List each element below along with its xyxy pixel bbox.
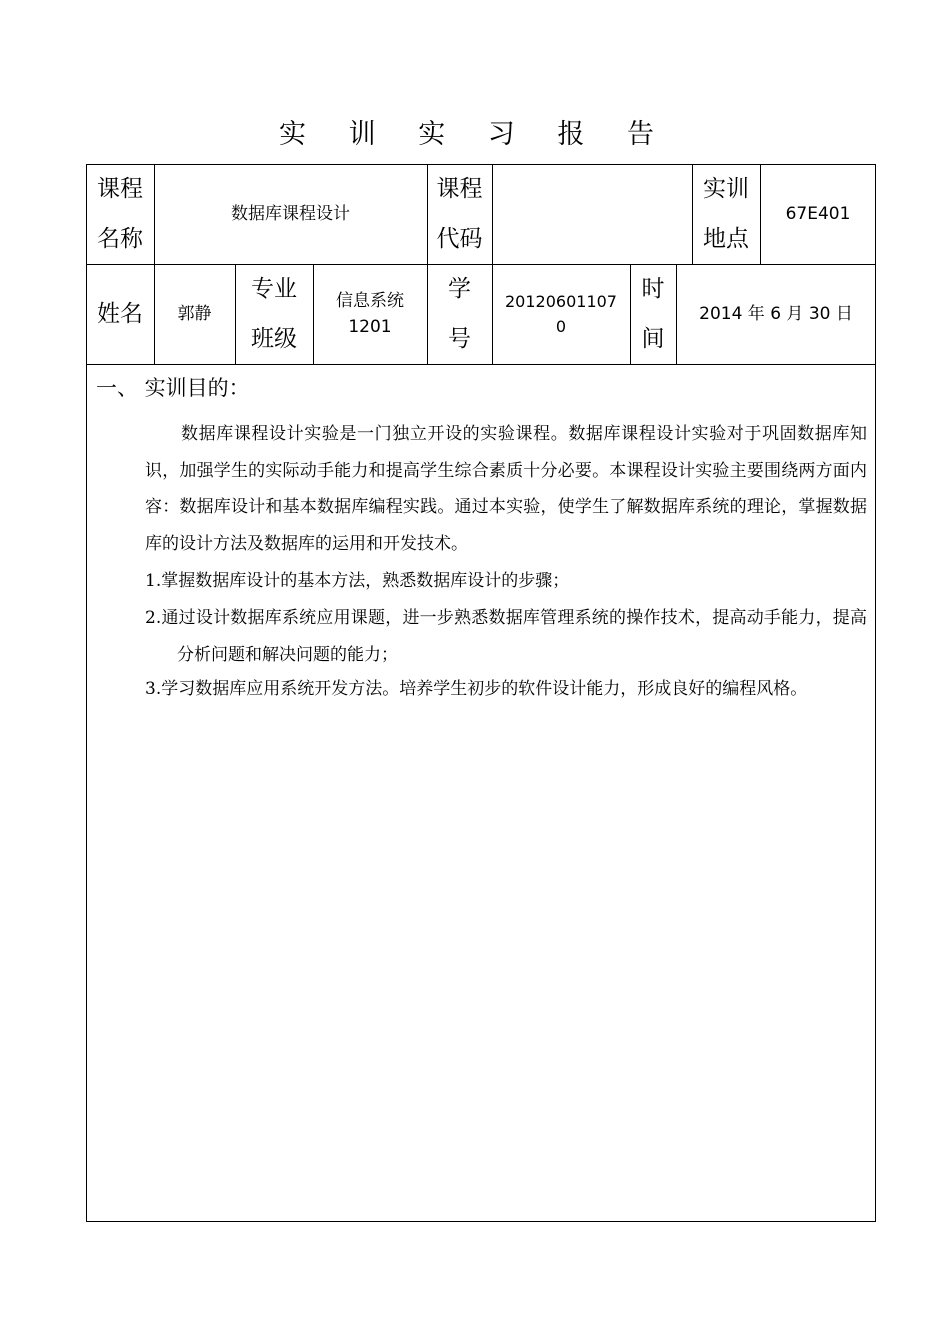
row-divider-2 — [86, 364, 876, 365]
student-id-label — [427, 264, 492, 364]
time-label-line2: 间 — [641, 326, 665, 352]
list-item — [145, 563, 867, 600]
time-value: 2014 年 6 月 30 日 — [699, 304, 853, 324]
course-name-label — [86, 164, 154, 264]
paragraph-text: 数据库课程设计实验是一门独立开设的实验课程。数据库课程设计实验对于巩固数据库知识，加强学生的实际动手能力和提高学生综合素质十分必要。本课程设计实验主要围绕两方面内容：数据库设计和基本数据库编程实践。通过本实验，使学生了解数据库系统的理论，掌握数据库的设计方法及数据库的运用和开发技术。 — [145, 424, 867, 554]
list-item-number: 1. — [145, 571, 162, 591]
time-label-line1: 时 — [641, 276, 665, 302]
list-item-number: 3. — [145, 679, 162, 699]
course-code-label-line2: 代码 — [436, 226, 483, 252]
course-code-label-line1: 课程 — [436, 176, 483, 202]
course-name-value: 数据库课程设计 — [231, 204, 350, 224]
list-item — [145, 600, 867, 673]
location-label-line2: 地点 — [703, 226, 749, 252]
course-name-label-line1: 课程 — [97, 176, 143, 202]
list-item-number: 2. — [145, 608, 162, 628]
section-heading: 一、 实训目的： — [96, 376, 250, 400]
location-label — [692, 164, 760, 264]
list-item-text: 掌握数据库设计的基本方法，熟悉数据库设计的步骤； — [161, 571, 570, 591]
list-item — [145, 671, 867, 708]
major-class-value-line2: 1201 — [348, 317, 392, 337]
student-id-value — [492, 264, 630, 364]
student-id-value-line1: 20120601107 — [505, 292, 617, 311]
student-id-label-line1: 学 — [448, 276, 471, 302]
location-label-line1: 实训 — [703, 176, 749, 202]
time-label — [630, 264, 676, 364]
name-value: 郭静 — [177, 304, 212, 324]
list-item-text: 通过设计数据库系统应用课题，进一步熟悉数据库管理系统的操作技术，提高动手能力，提高分析问题和解决问题的能力； — [161, 608, 867, 665]
major-class-label-line2: 班级 — [251, 326, 297, 352]
section-paragraph — [145, 416, 867, 562]
page-title: 实 训 实 习 报 告 — [279, 119, 671, 150]
major-class-label-line1: 专业 — [251, 276, 297, 302]
course-code-label — [427, 164, 492, 264]
major-class-value — [313, 264, 427, 364]
major-class-label — [235, 264, 313, 364]
location-value: 67E401 — [785, 204, 851, 224]
major-class-value-line1: 信息系统 — [336, 291, 404, 311]
student-id-value-line2: 0 — [555, 317, 567, 336]
course-code-value — [492, 164, 692, 264]
name-label: 姓名 — [97, 301, 143, 327]
course-name-label-line2: 名称 — [97, 226, 143, 252]
list-item-text: 学习数据库应用系统开发方法。培养学生初步的软件设计能力，形成良好的编程风格。 — [161, 679, 808, 699]
student-id-label-line2: 号 — [448, 326, 471, 352]
